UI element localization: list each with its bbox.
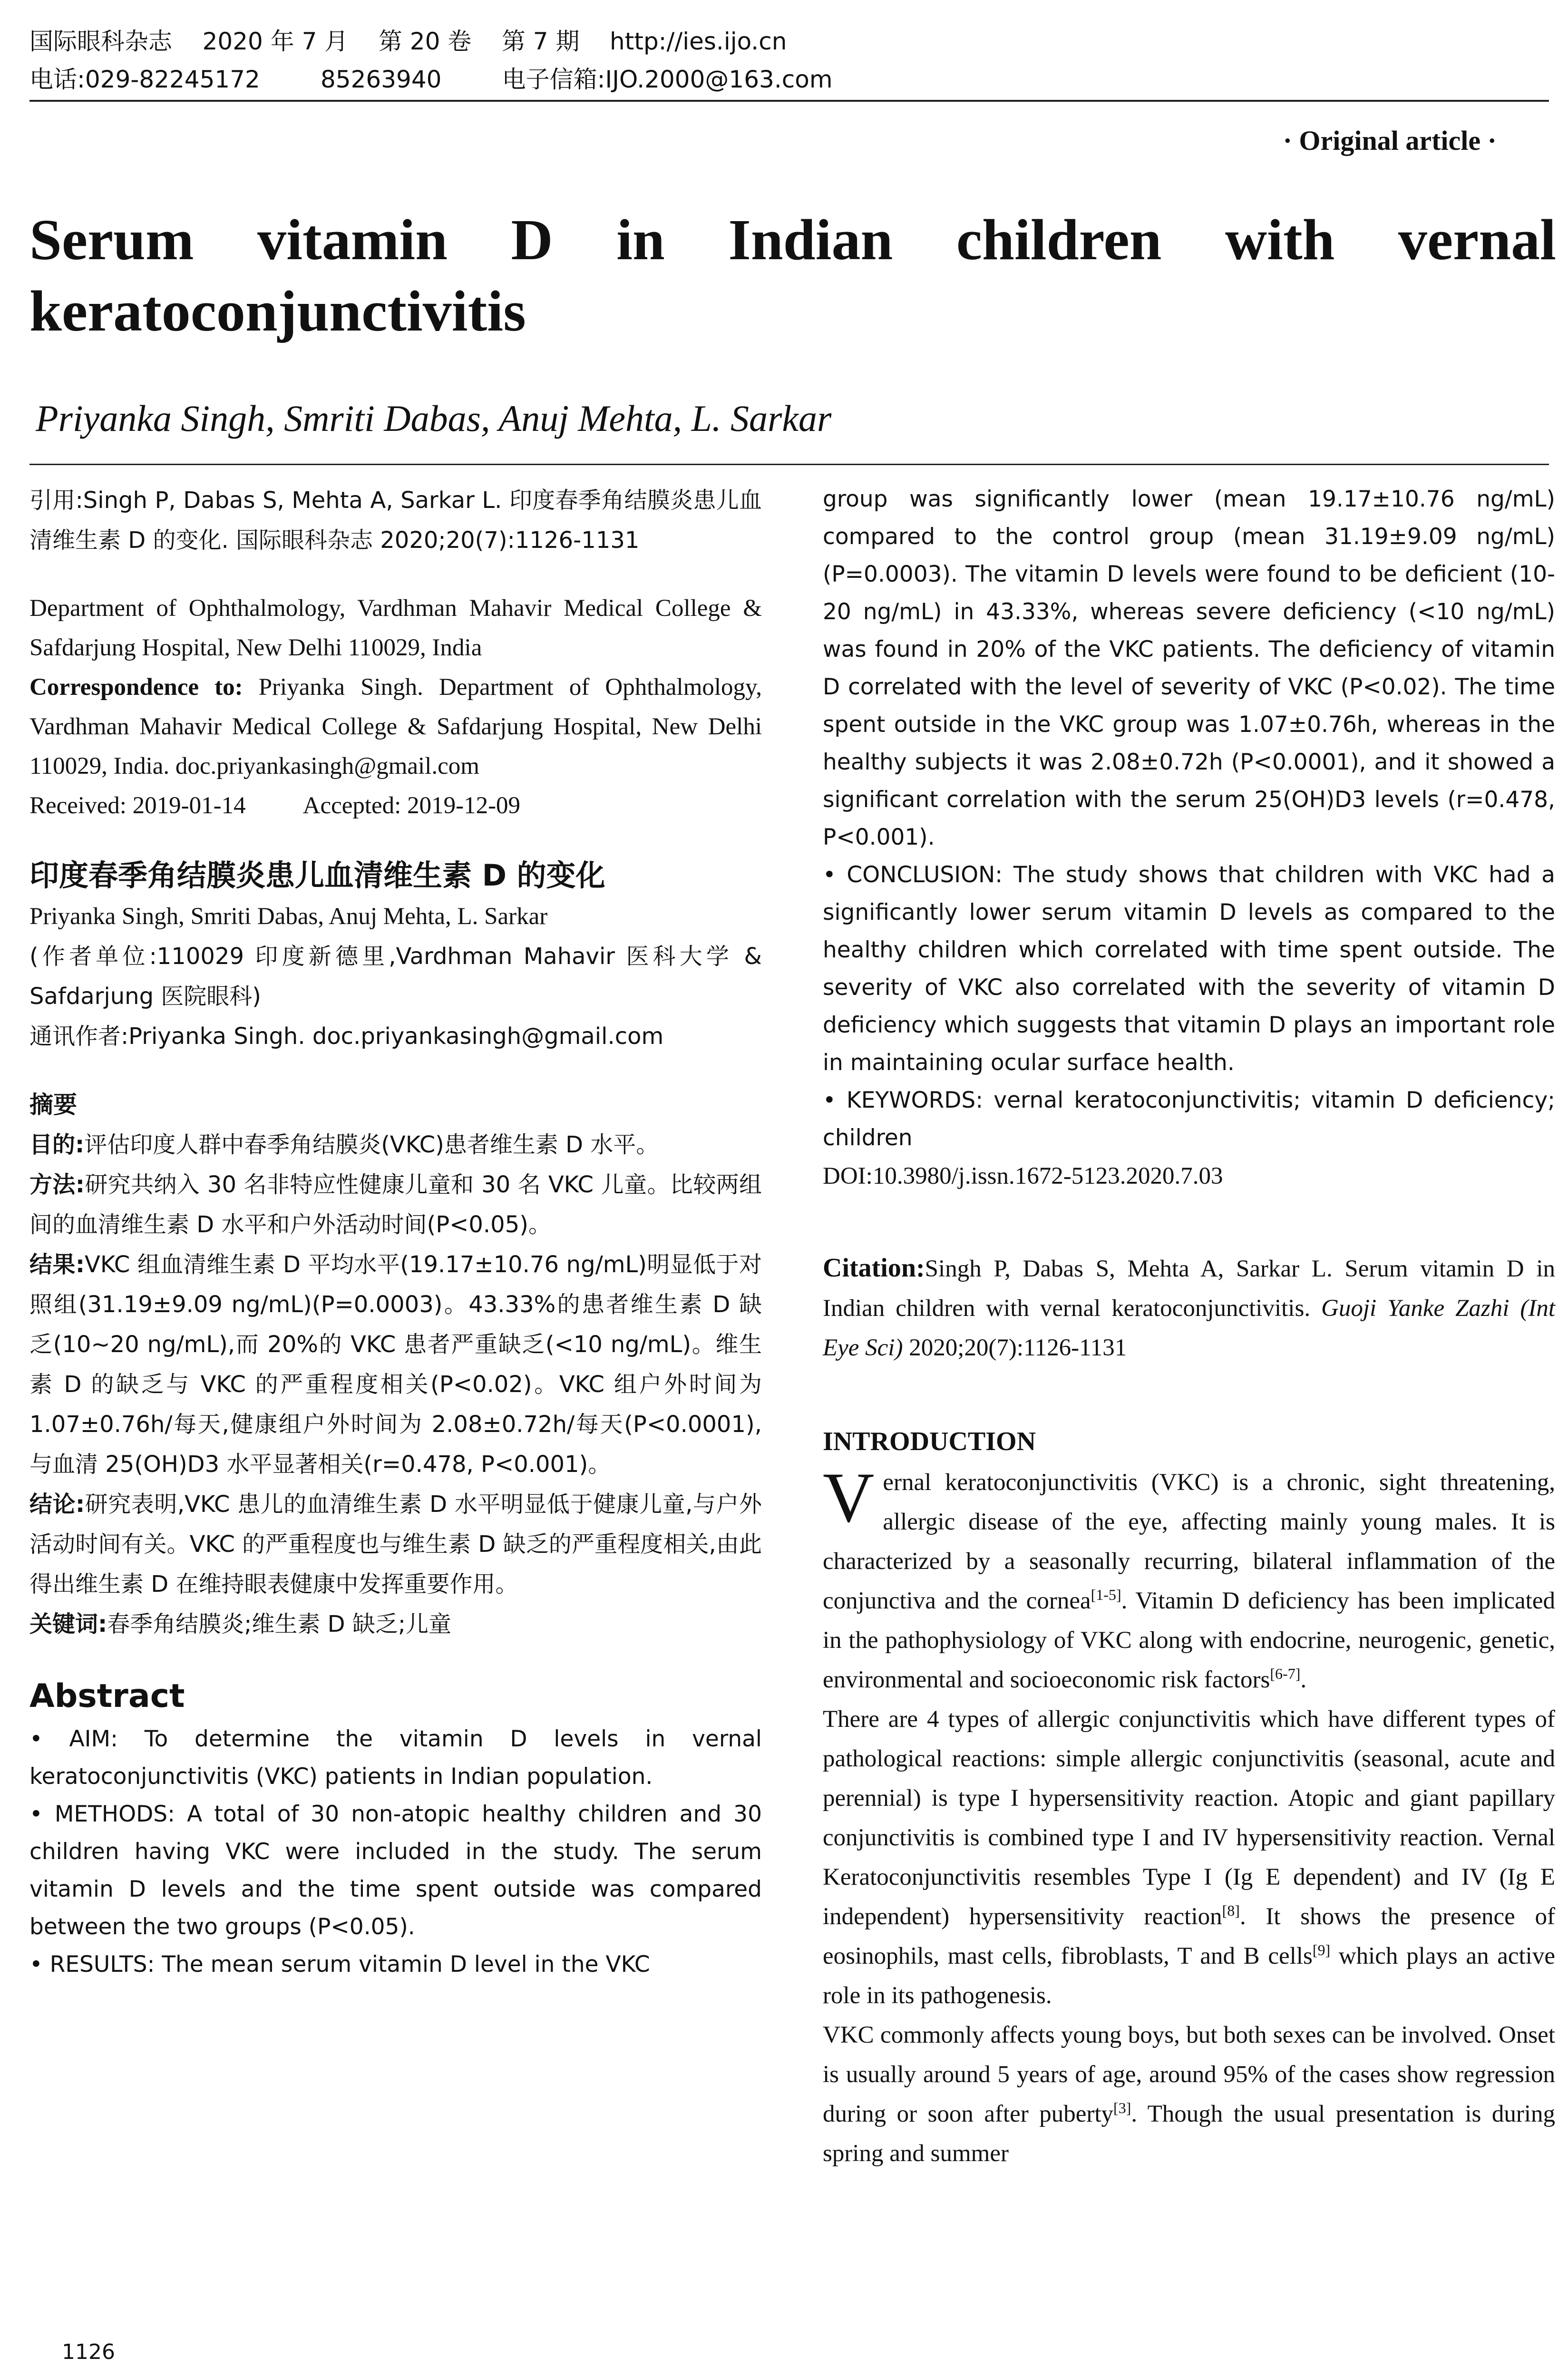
abstract-heading: Abstract [29, 1677, 185, 1715]
drop-cap: V [823, 1458, 875, 1537]
zh-aim-label: 目的: [29, 1131, 85, 1158]
title-rule [29, 464, 1549, 465]
zh-conclusion-text: 研究表明,VKC 患儿的血清维生素 D 水平明显低于健康儿童,与户外活动时间有关。VKC 的严重程度也与维生素 D 缺乏的严重程度相关,由此得出维生素 D 在维持眼表健康中发挥重要作用。 [29, 1491, 762, 1598]
zh-keywords-label: 关键词: [29, 1611, 107, 1637]
journal-header-line1: 国际眼科杂志 2020 年 7 月 第 20 卷 第 7 期 http://ies.ijo.cn [29, 28, 787, 55]
zh-aim [29, 1125, 762, 1165]
dates-row [29, 786, 762, 826]
reference-6-7: [6-7] [1270, 1665, 1301, 1682]
correspondence-text: Priyanka Singh. Department of Ophthalmology, Vardhman Mahavir Medical College & Safdarjung Hospital, New Delhi 110029, India. doc.priyankasingh@gmail.com [29, 674, 762, 779]
intro-paragraph-1 [823, 1458, 1555, 1700]
zh-aim-text: 评估印度人群中春季角结膜炎(VKC)患者维生素 D 水平。 [84, 1131, 659, 1158]
abstract-methods: • METHODS: A total of 30 non-atopic healthy children and 30 children having VKC were included in the study. The serum vitamin D levels and the time spent outside was compared between the two groups (P<0.05). [29, 1801, 762, 1940]
zh-abstract-heading: 摘要 [29, 1091, 77, 1119]
zh-conclusion [29, 1484, 762, 1604]
intro-p3-b: . Though the usual presentation is during spring and summer [823, 2101, 1556, 2167]
zh-methods-text: 研究共纳入 30 名非特应性健康儿童和 30 名 VKC 儿童。比较两组间的血清维生素 D 水平和户外活动时间(P<0.05)。 [29, 1171, 762, 1238]
introduction-heading: INTRODUCTION [823, 1427, 1036, 1456]
zh-results-text: VKC 组血清维生素 D 平均水平(19.17±10.76 ng/mL)明显低于对照组(31.19±9.09 ng/mL)(P=0.0003)。43.33%的患者维生素 D 缺乏(10~20 ng/mL),而 20%的 VKC 患者严重缺乏(<10 ng/mL)。维生素 D 的缺乏与 VKC 的严重程度相关(P<0.02)。VKC 组户外时间为 1.07±0.76h/每天,健康组户外时间为 2.08±0.72h/每天(P<0.0001),与血清 25(OH)D3 水平显著相关(r=0.478, P<0.001)。 [29, 1251, 762, 1478]
article-title: Serum vitamin D in Indian children with vernal keratoconjunctivitis [29, 208, 1556, 343]
author-list: Priyanka Singh, Smriti Dabas, Anuj Mehta, L. Sarkar [36, 398, 832, 439]
abstract-aim: • AIM: To determine the vitamin D levels in vernal keratoconjunctivitis (VKC) patients in Indian population. [29, 1726, 762, 1790]
article-type-tag: · Original article · [1283, 125, 1497, 156]
abstract-results-start: • RESULTS: The mean serum vitamin D level in the VKC [29, 1951, 650, 1978]
reference-3: [3] [1113, 2099, 1131, 2116]
zh-correspondence: 通讯作者:Priyanka Singh. doc.priyankasingh@gmail.com [29, 1023, 664, 1050]
intro-p2-b: . It shows the presence of eosinophils, mast cells, fibroblasts, T and B cells [823, 1903, 1555, 1969]
zh-authors: Priyanka Singh, Smriti Dabas, Anuj Mehta, L. Sarkar [29, 903, 548, 930]
reference-1-5: [1-5] [1091, 1586, 1121, 1603]
citation-journal: Guoji Yanke Zazhi (Int Eye Sci) [823, 1295, 1556, 1361]
zh-title: 印度春季角结膜炎患儿血清维生素 D 的变化 [29, 858, 605, 893]
doi: DOI:10.3980/j.issn.1672-5123.2020.7.03 [823, 1163, 1223, 1189]
header-rule [29, 100, 1549, 102]
received-date: Received: 2019-01-14 [29, 792, 246, 819]
zh-affiliation: (作者单位:110029 印度新德里,Vardhman Mahavir 医科大学 & Safdarjung 医院眼科) [29, 943, 762, 1010]
correspondence [29, 668, 762, 786]
citation-en [823, 1248, 1555, 1368]
abstract-conclusion: • CONCLUSION: The study shows that children with VKC had a significantly lower serum vitamin D levels as compared to the healthy children which correlated with time spent outside. The severity of VKC also correlated with the severity of vitamin D deficiency which suggests that vitamin D plays an important role in maintaining ocular surface health. [823, 862, 1555, 1076]
left-column [29, 480, 762, 1983]
zh-keywords-text: 春季角结膜炎;维生素 D 缺乏;儿童 [107, 1611, 452, 1637]
accepted-date: Accepted: 2019-12-09 [302, 792, 521, 819]
page-number: 1126 [62, 2340, 115, 2364]
zh-methods [29, 1165, 762, 1245]
journal-header-line2: 电话:029-82245172 85263940 电子信箱:IJO.2000@163.com [29, 66, 833, 93]
intro-p1-a: ernal keratoconjunctivitis (VKC) is a chronic, sight threatening, allergic disease of the eye, affecting mainly young males. It is characterized by a seasonally recurring, bilateral inflammation of the conjunctiva and the cornea [823, 1469, 1555, 1614]
citation-zh: 引用:Singh P, Dabas S, Mehta A, Sarkar L. 印度春季角结膜炎患儿血清维生素 D 的变化. 国际眼科杂志 2020;20(7):1126-1131 [29, 487, 762, 554]
zh-results [29, 1245, 762, 1484]
zh-conclusion-label: 结论: [29, 1491, 85, 1518]
intro-p2-a: There are 4 types of allergic conjunctivitis which have different types of pathological reactions: simple allergic conjunctivitis (seasonal, acute and perennial) is type I hypersensitivity reaction. Atopic and giant papillary conjunctivitis is combined type I and IV hypersensitivity reaction. Vernal Keratoconjunctivitis resembles Type I (Ig E dependent) and IV (Ig E independent) hypersensitivity reaction [823, 1706, 1555, 1930]
citation-text: Singh P, Dabas S, Mehta A, Sarkar L. Serum vitamin D in Indian children with vernal keratoconjunctivitis. [823, 1256, 1555, 1322]
intro-paragraph-3 [823, 2016, 1555, 2173]
intro-p1-c: . [1300, 1666, 1307, 1693]
intro-p2-c: which plays an active role in its pathogenesis. [823, 1943, 1555, 2009]
abstract-keywords: • KEYWORDS: vernal keratoconjunctivitis; vitamin D deficiency; children [823, 1087, 1555, 1151]
right-column [823, 480, 1555, 2173]
correspondence-label: Correspondence to: [29, 674, 243, 701]
reference-9: [9] [1312, 1941, 1331, 1958]
intro-paragraph-2 [823, 1700, 1555, 2016]
intro-p3-a: VKC commonly affects young boys, but both sexes can be involved. Onset is usually around 5 years of age, around 95% of the cases show regression during or soon after puberty [823, 2022, 1555, 2127]
citation-tail: 2020;20(7):1126-1131 [903, 1335, 1127, 1361]
zh-keywords [29, 1604, 762, 1644]
zh-methods-label: 方法: [29, 1171, 85, 1198]
abstract-results-cont: group was significantly lower (mean 19.17±10.76 ng/mL) compared to the control group (mean 31.19±9.09 ng/mL) (P=0.0003). The vitamin D levels were found to be deficient (10-20 ng/mL) in 43.33%, whereas severe deficiency (<10 ng/mL) was found in 20% of the VKC patients. The deficiency of vitamin D correlated with the level of severity of VKC (P<0.02). The time spent outside in the VKC group was 1.07±0.76h, whereas in the healthy subjects it was 2.08±0.72h (P<0.0001), and it showed a significant correlation with the serum 25(OH)D3 levels (r=0.478, P<0.001). [823, 486, 1555, 850]
affiliation: Department of Ophthalmology, Vardhman Mahavir Medical College & Safdarjung Hospital, New Delhi 110029, India [29, 595, 762, 661]
citation-label: Citation: [823, 1253, 925, 1283]
reference-8: [8] [1222, 1902, 1240, 1919]
zh-results-label: 结果: [29, 1251, 85, 1278]
intro-p1-b: . Vitamin D deficiency has been implicated in the pathophysiology of VKC along with endocrine, neurogenic, genetic, environmental and socioeconomic risk factors [823, 1588, 1555, 1693]
